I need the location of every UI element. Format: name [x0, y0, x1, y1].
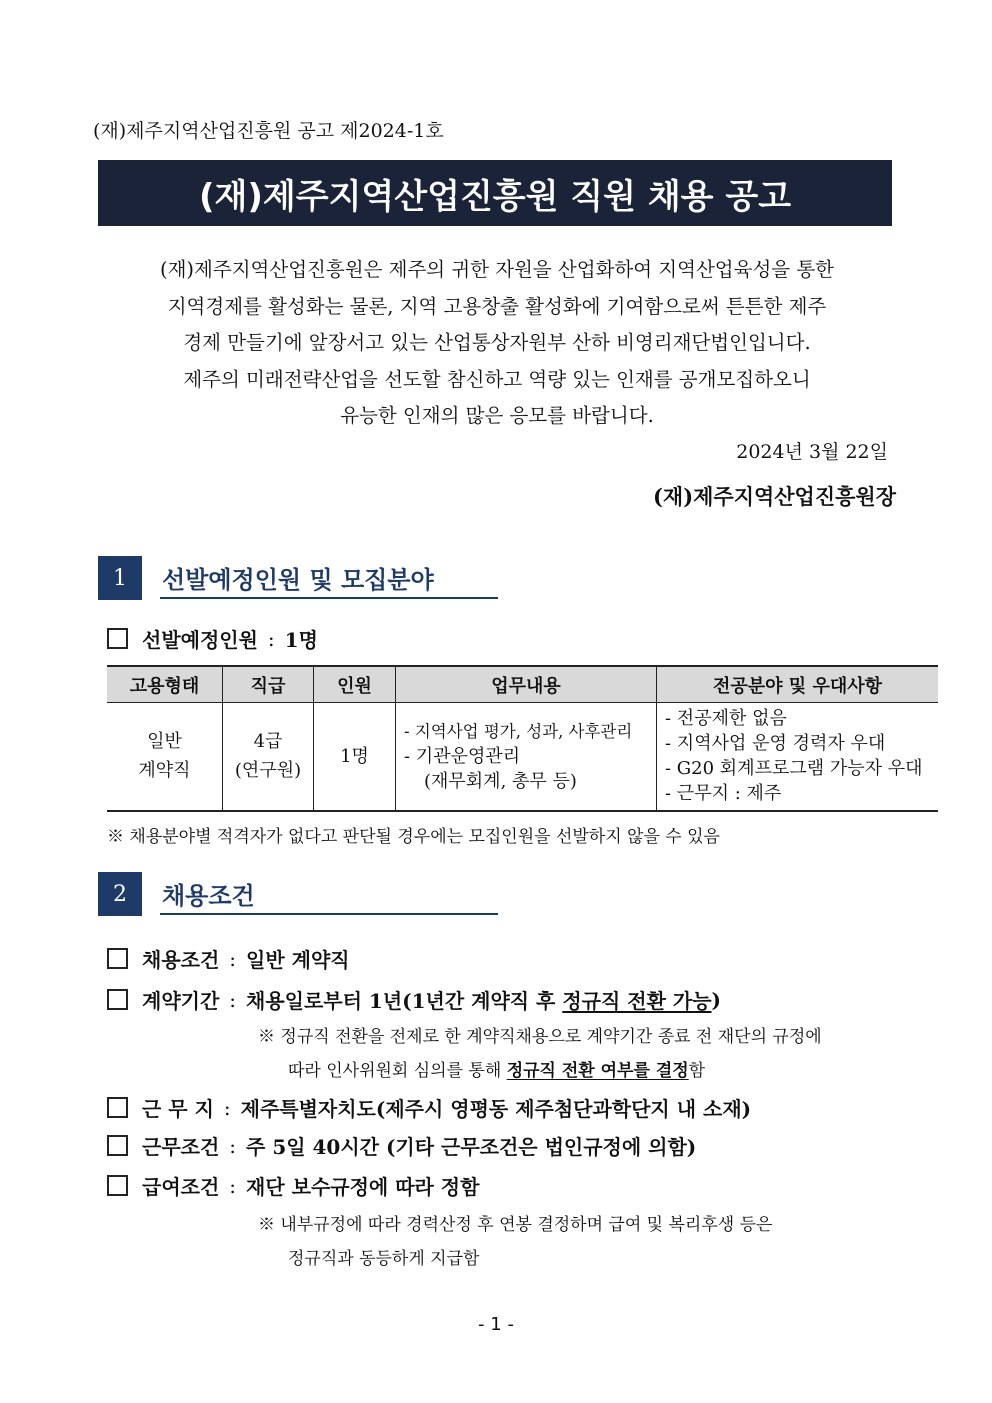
cell-line: - 기관운영관리 [404, 745, 521, 767]
intro-line: (재)제주지역산업진흥원은 제주의 귀한 자원을 산업화하여 지역산업육성을 통한 [159, 258, 835, 281]
employment-type-item [107, 944, 350, 973]
item-value-underlined: 정규직 전환 가능 [562, 989, 712, 1013]
cell-line: - G20 회계프로그램 가능자 우대 [665, 758, 923, 780]
work-location-item [107, 1093, 751, 1122]
preferences-cell [657, 703, 939, 811]
checkbox-icon [107, 1097, 128, 1118]
grade-cell [223, 703, 314, 811]
cell-line: - 전공제한 없음 [665, 708, 787, 730]
separator: : [229, 1173, 237, 1198]
item-value: 채용일로부터 1년(1년간 계약직 후 [246, 989, 563, 1013]
note-line: ※ 정규직 전환을 전제로 한 계약직채용으로 계약기간 종료 전 재단의 규정에 [258, 1027, 822, 1047]
item-label: 채용조건 [142, 948, 220, 972]
cell-line: 4급 [253, 731, 283, 753]
item-label: 근무조건 [142, 1135, 220, 1159]
selection-note: ※ 채용분야별 적격자가 없다고 판단될 경우에는 모집인원을 선발하지 않을 수 있음 [107, 827, 720, 847]
table-header-cell: 인원 [314, 666, 396, 703]
separator: : [229, 946, 237, 971]
headcount-value: 1명 [284, 628, 318, 652]
salary-note [258, 1208, 772, 1276]
item-label: 근 무 지 [142, 1097, 214, 1121]
section-number-2: 2 [98, 872, 142, 916]
checkbox-icon [107, 1175, 128, 1196]
intro-paragraph [92, 252, 902, 435]
work-conditions-item [107, 1131, 696, 1160]
section-underline-2 [160, 913, 498, 915]
separator: : [267, 626, 275, 651]
section-title-2: 채용조건 [162, 882, 255, 910]
table-header-cell: 고용형태 [107, 666, 223, 703]
table-header-row [107, 666, 938, 703]
item-value: 재단 보수규정에 따라 정함 [246, 1175, 480, 1199]
page-number: - 1 - [478, 1314, 514, 1335]
headcount-label: 선발예정인원 [142, 628, 258, 652]
checkbox-icon [107, 948, 128, 969]
cell-line: 계약직 [138, 760, 191, 782]
issuer-signature: (재)제주지역산업진흥원장 [652, 484, 896, 509]
separator: : [229, 1133, 237, 1158]
item-label: 급여조건 [142, 1175, 220, 1199]
intro-line: 지역경제를 활성화는 물론, 지역 고용창출 활성화에 기여함으로써 튼튼한 제주 [167, 294, 827, 318]
intro-line: 유능한 인재의 많은 응모를 바랍니다. [340, 404, 654, 427]
notice-number: (재)제주지역산업진흥원 공고 제2024-1호 [93, 120, 444, 142]
checkbox-icon [107, 989, 128, 1010]
cell-line: - 지역사업 평가, 성과, 사후관리 [404, 721, 633, 741]
separator: : [229, 987, 237, 1012]
salary-item [107, 1171, 479, 1200]
note-line: ※ 내부규정에 따라 경력산정 후 연봉 결정하며 급여 및 복리후생 등은 [258, 1215, 773, 1235]
contract-note [258, 1020, 822, 1088]
table-row [107, 703, 938, 811]
cell-line: - 근무지 : 제주 [665, 783, 782, 805]
checkbox-icon [107, 1135, 128, 1156]
cell-line: - 지역사업 운영 경력자 우대 [665, 733, 886, 755]
headcount-item [107, 624, 318, 653]
cell-line: (재무회계, 총무 등) [424, 770, 577, 792]
section-title-1: 선발예정인원 및 모집분야 [162, 566, 434, 594]
table-header-cell: 직급 [223, 666, 314, 703]
intro-line: 경제 만들기에 앞장서고 있는 산업통상자원부 산하 비영리재단법인입니다. [183, 331, 811, 354]
item-value: 주 5일 40시간 (기타 근무조건은 법인규정에 의함) [246, 1135, 697, 1159]
table-header-cell: 업무내용 [396, 666, 657, 703]
section-underline-1 [160, 597, 498, 599]
item-value: 제주특별자치도(제주시 영평동 제주첨단과학단지 내 소재) [240, 1097, 752, 1121]
item-value: 일반 계약직 [246, 948, 350, 972]
note-underlined: 정규직 전환 여부를 결정 [506, 1061, 689, 1081]
separator: : [223, 1095, 231, 1120]
note-line: 정규직과 동등하게 지급함 [288, 1249, 480, 1269]
count-cell: 1명 [314, 703, 396, 811]
intro-line: 제주의 미래전략산업을 선도할 참신하고 역량 있는 인재를 공개모집하오니 [183, 367, 811, 391]
item-value: ) [711, 987, 721, 1012]
employment-type-cell [107, 703, 223, 811]
cell-line: 일반 [147, 731, 182, 753]
section-number-1: 1 [98, 556, 142, 600]
note-line: 따라 인사위원회 심의를 통해 정규직 전환 여부를 결정함 [288, 1061, 706, 1081]
checkbox-icon [107, 628, 128, 649]
positions-table [107, 665, 938, 812]
duties-cell [396, 703, 657, 811]
cell-line: (연구원) [234, 760, 302, 782]
announcement-date: 2024년 3월 22일 [736, 441, 888, 463]
contract-period-item [107, 985, 721, 1014]
page-title: (재)제주지역산업진흥원 직원 채용 공고 [98, 160, 892, 226]
table-header-cell: 전공분야 및 우대사항 [657, 666, 939, 703]
item-label: 계약기간 [142, 989, 220, 1013]
